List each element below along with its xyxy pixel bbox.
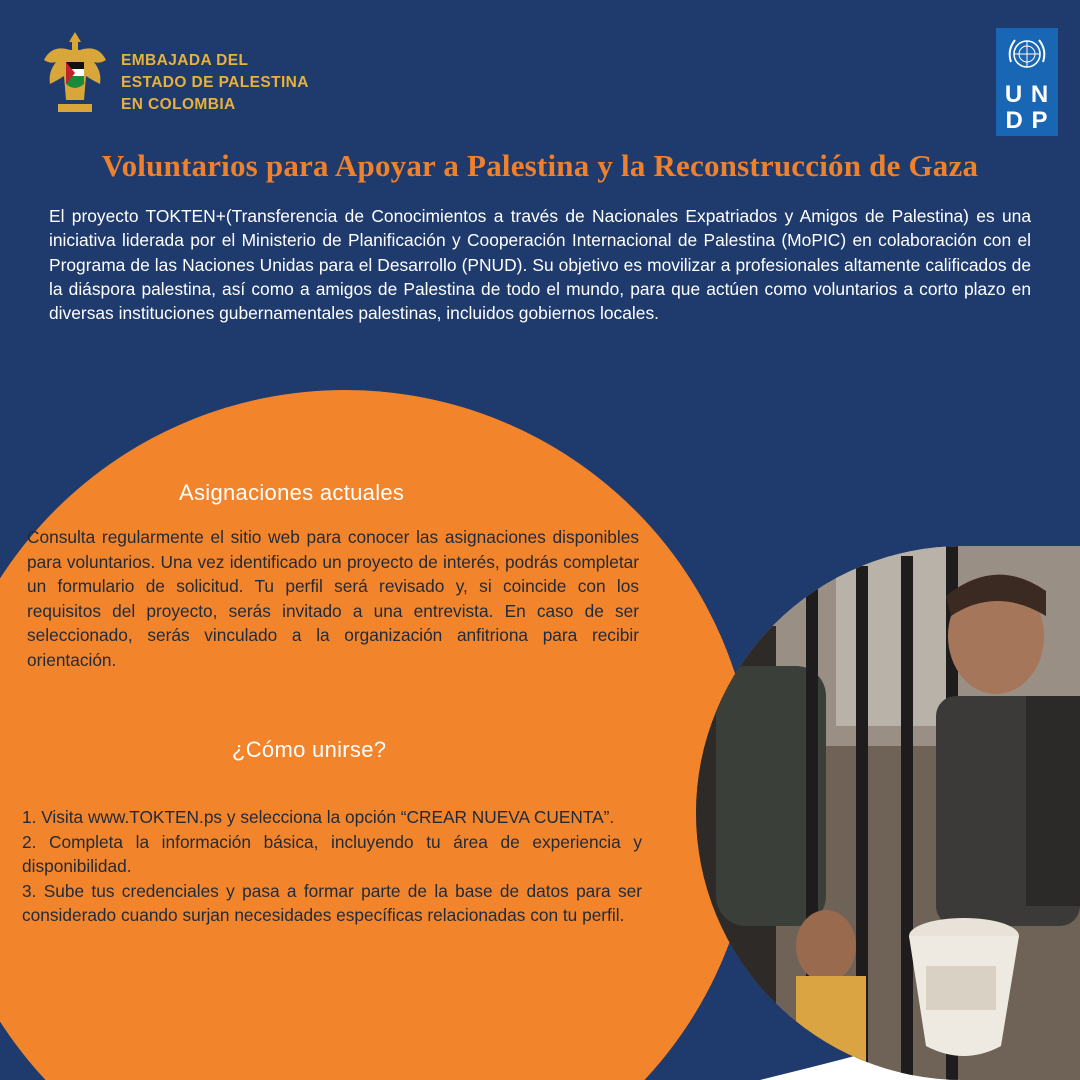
embassy-line-1: EMBAJADA DEL <box>121 52 249 69</box>
embassy-name <box>121 50 309 116</box>
join-step-1: 1. Visita www.TOKTEN.ps y selecciona la opción “CREAR NUEVA CUENTA”. <box>22 807 615 827</box>
undp-logo <box>996 28 1058 136</box>
page-title: Voluntarios para Apoyar a Palestina y la Reconstrucción de Gaza <box>101 148 979 183</box>
intro-paragraph: El proyecto TOKTEN+(Transferencia de Conocimientos a través de Nacionales Expatriados y Amigos de Palestina) es una iniciativa liderada por el Ministerio de Planificación y Cooperación Internacional de Palestina (MoPIC) en colaboración con el Programa de las Naciones Unidas para el Desarrollo (PNUD). Su objetivo es movilizar a profesionales altamente calificados de la diáspora palestina, así como a amigos de Palestina de todo el mundo, para que actúen como voluntarios a corto plazo en diversas instituciones gubernamentales palestinas, incluidos gobiernos locales. <box>49 206 1031 324</box>
un-emblem-icon <box>1003 32 1051 78</box>
undp-letters-top: U N <box>1004 81 1050 108</box>
join-step-2: 2. Completa la información básica, incluyendo tu área de experiencia y disponibilidad. <box>22 831 642 876</box>
join-heading: ¿Cómo unirse? <box>232 737 387 762</box>
join-step-3: 3. Sube tus credenciales y pasa a formar parte de la base de datos para ser considerado cuando surjan necesidades específicas relacionadas con tu perfil. <box>22 880 642 925</box>
embassy-line-2: ESTADO DE PALESTINA <box>121 74 309 91</box>
embassy-line-3: EN COLOMBIA <box>121 96 236 113</box>
assignments-body: Consulta regularmente el sitio web para conocer las asignaciones disponibles para voluntarios. Una vez identificado un proyecto de interés, podrás completar un formulario de solicitud. Tu perfil será revisado y, si coincide con los requisitos del proyecto, serás invitado a una entrevista. En caso de ser seleccionado, serás vinculado a la organización anfitriona para recibir orientación. <box>27 527 639 670</box>
palestine-eagle-emblem <box>40 26 110 118</box>
undp-letters-bottom: D P <box>1005 107 1049 134</box>
join-steps-list <box>22 805 642 928</box>
assignments-heading: Asignaciones actuales <box>179 480 405 505</box>
